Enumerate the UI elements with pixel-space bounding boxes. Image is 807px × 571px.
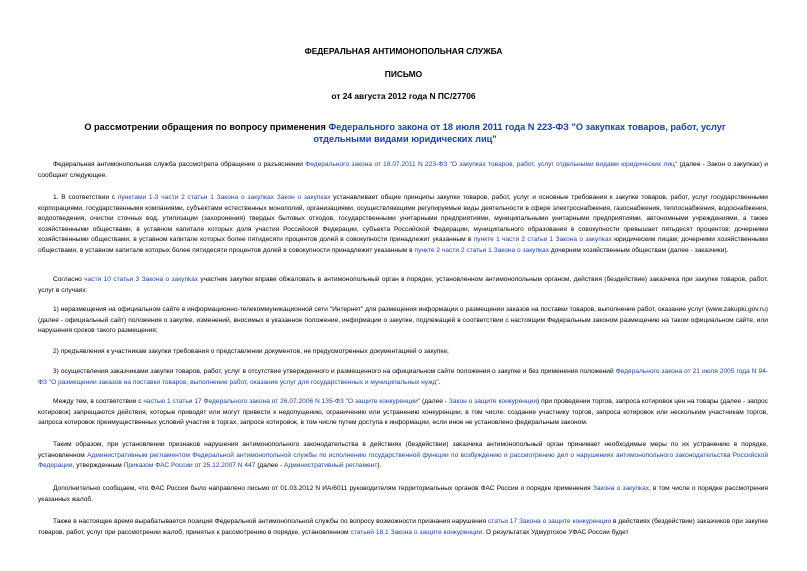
text: дочерним хозяйственным обществам (далее - заказчики).	[549, 246, 729, 254]
document-type: ПИСЬМО	[384, 69, 423, 79]
law-link[interactable]: пункте 1 части 2 статьи 1 Закона о закупках	[473, 236, 612, 244]
law-link[interactable]: Федерального закона от 21 июля 2005 года N 94-ФЗ "О размещении заказов на поставки товаров, выполнение работ, оказание услуг для государственных и муниципальных нужд"	[38, 368, 768, 386]
law-link[interactable]: пункте 2 части 2 статьи 1 Закона о закупках	[414, 246, 550, 254]
text: 1) неразмещения на официальном сайте в информационно-телекоммуникационной сети "Интернет" для размещения информации о размещении заказов на поставки товаров, выполнение работ, оказание услуг (www.zakupki.gov.ru) (далее - официальный сайт) положения о закупке, изменений, вносимых в указанное положение, информации о закупке, подлежащей в соответствии с настоящим Федеральным законом размещению на таком официальном сайте, или нарушения сроков такого размещения;	[38, 306, 768, 335]
text: (далее -	[255, 462, 284, 470]
law-link[interactable]: статьи 17 Закона о защите конкуренции	[487, 518, 612, 525]
law-link[interactable]: частью 1 статьи 17 Федерального закона от 26.07.2006 N 135-ФЗ "О защите конкуренции"	[143, 398, 421, 405]
law-link[interactable]: Закон о защите конкуренции	[448, 398, 538, 405]
law-link[interactable]: статьей 18.1 Закона о защите конкуренции	[350, 528, 483, 536]
paragraph-9	[38, 517, 768, 538]
law-link[interactable]: Приказом ФАС России от 25.12.2007 N 447	[123, 462, 256, 470]
text: ) при проведении торгов, запроса котировок цен на товары (далее - запрос котировок) запрещаются действия, которые приводят или могут привести к недопущению, ограничению или устранению конкуренции, в том числе: создание участнику торгов, запроса котировок или нескольким участникам торгов, запроса котировок преимущественных условий участия в торгах, запросе котировок, в том числе путем доступа к информации, если иное не установлено федеральным законом.	[38, 398, 768, 427]
text: (далее - Закон о закупках) и сообщает следующее.	[38, 161, 768, 179]
text: в действиях (бездействии) заказчиков при закупке товаров, работ, услуг при рассмотрении жалоб, принятых к рассмотрению в порядке, установленном	[38, 518, 769, 536]
text: Федеральная антимонопольная служба рассмотрела обращение о разъяснении	[53, 161, 306, 168]
law-link[interactable]: Административный регламент	[283, 462, 378, 470]
text: 1. В соответствии с	[53, 194, 118, 201]
paragraph-3	[38, 305, 768, 337]
text: (далее -	[420, 398, 449, 405]
agency-title: ФЕДЕРАЛЬНАЯ АНТИМОНОПОЛЬНАЯ СЛУЖБА	[304, 46, 503, 56]
text: .	[438, 378, 441, 386]
text: участник закупки вправе обжаловать в антимонопольный орган в порядке, установленном антимонопольным органом, действия (бездействие) заказчика при закупке товаров, работ, услуг в случаях:	[38, 276, 769, 294]
law-link[interactable]: пунктами 1-3 части 2 статьи 1 Закона о закупках	[117, 194, 274, 201]
law-link[interactable]: части 10 статьи 3 Закона о закупках	[84, 276, 199, 283]
text: 3) осуществления заказчиками закупки товаров, работ, услуг в отсутствие утвержденного и размещенного на официальном сайте положения о закупке и без применения положений	[53, 368, 616, 375]
text: Также в настоящее время вырабатывается позиция Федеральной антимонопольной службы по вопросу возможности признания нарушения	[53, 518, 488, 525]
document-subject	[55, 121, 755, 145]
text: устанавливает общие принципы закупки товаров, работ, услуг и основные требования к закупке товаров, работ, услуг государственными корпорациями, государственными компаниями, субъектами естественных монополий, организациями, осуществляющими регулируемые виды деятельности в сфере электроснабжения, газоснабжения, теплоснабжения, водоснабжения, водоотведения, очистки сточных вод, утилизации (захоронения) твердых бытовых отходов, государственными унитарными предприятиями, муниципальными унитарными предприятиями, автономными учреждениями, а также хозяйственными обществами, в уставном капитале которых доля участия Российской Федерации, субъекта Российской Федерации, муниципального образования в совокупности превышает пятьдесят процентов; дочерними хозяйственными обществами, в уставном капитале которых более пятидесяти процентов долей в совокупности принадлежит указанным в	[38, 194, 768, 244]
paragraph-1	[38, 193, 768, 257]
paragraph-8	[38, 484, 768, 505]
paragraph-6	[38, 397, 768, 429]
text: Дополнительно сообщаем, что ФАС России было направлено письмо от 01.03.2012 N ИА/6011 руководителям территориальных органов ФАС России о порядке применения	[53, 485, 593, 492]
paragraph-5	[38, 367, 768, 388]
text: , в том числе о порядке рассмотрения указанных жалоб.	[38, 485, 768, 503]
subject-law-link[interactable]: Федерального закона от 18 июля 2011 года N 223-ФЗ "О закупках товаров, работ, услуг отдельными видами юридических лиц"	[313, 122, 726, 144]
text: Между тем, в соответствии с	[53, 398, 144, 405]
text: Согласно	[53, 276, 85, 283]
law-link[interactable]: Закона о закупках	[592, 485, 649, 492]
subject-prefix: О рассмотрении обращения по вопросу применения	[84, 122, 329, 132]
document-date-number: от 24 августа 2012 года N ПС/27706	[331, 91, 476, 101]
paragraph-4	[38, 347, 768, 358]
paragraph-intro	[38, 160, 768, 181]
law-link[interactable]: Административным регламентом Федеральной антимонопольной службы по исполнению государственной функции по возбуждению и рассмотрению дел о нарушениях антимонопольного законодательства Российской Федерации	[38, 451, 769, 470]
paragraph-2	[38, 275, 768, 296]
text: , утвержденным	[72, 462, 124, 470]
paragraph-7	[38, 440, 768, 472]
text: . О результатах Удмуртское УФАС России будет	[482, 528, 629, 536]
text: юридическим лицам; дочерними хозяйственными обществами, в уставном капитале которых более пятидесяти процентов долей в совокупности принадлежит указанным в	[38, 236, 768, 254]
law-link[interactable]: Федерального закона от 18.07.2011 N 223-ФЗ "О закупках товаров, работ, услуг отдельными видами юридических лиц"	[305, 161, 678, 168]
text: ).	[377, 462, 382, 470]
text: Таким образом, при установлении признаков нарушения антимонопольного законодательства в действиях (бездействии) заказчика антимонопольный орган принимает необходимые меры по их устранению в порядке, установленном	[38, 441, 768, 459]
law-link[interactable]: Закон о закупках	[276, 194, 331, 201]
text: 2) предъявления к участникам закупки требования о представлении документов, не предусмотренных документацией о закупке;	[53, 348, 449, 355]
